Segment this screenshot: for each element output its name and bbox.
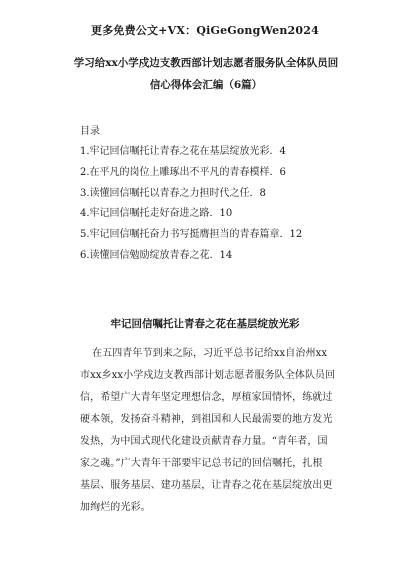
document-title-line-2: 信心得体会汇编（6篇）	[149, 79, 263, 91]
toc-item[interactable]: 1.牢记回信嘱托让青春之花在基层绽放光彩．4	[80, 146, 286, 157]
body-text-line: 加绚烂的光彩。	[80, 502, 151, 513]
toc-item[interactable]: 3.读懂回信嘱托以青春之力担时代之任．8	[80, 187, 266, 199]
body-text-line: 市xx乡xx小学戍边支教西部计划志愿者服务队全体队员回	[80, 370, 336, 381]
body-text-line: 家之魂。”广大青年干部要牢记总书记的回信嘱托，扎根	[80, 458, 323, 469]
body-text-line: 信，希望广大青年坚定理想信念，厚植家国情怀，练就过	[80, 392, 333, 403]
toc-item[interactable]: 4.牢记回信嘱托走好奋进之路．10	[80, 208, 233, 220]
table-of-contents	[80, 145, 302, 270]
toc-heading: 目录	[80, 126, 100, 137]
document-title-line-1: 学习给xx小学戍边支教西部计划志愿者服务队全体队员回	[73, 57, 339, 69]
watermark-header: 更多免费公文+VX：QiGeGongWen2024	[91, 24, 319, 37]
toc-item[interactable]: 5.牢记回信嘱托奋力书写挺膺担当的青春篇章．12	[80, 229, 303, 241]
body-text-line: 在五四青年节到来之际，习近平总书记给xx自治州xx	[92, 348, 328, 359]
toc-item[interactable]: 6.读懂回信勉励绽放青春之花．14	[80, 249, 233, 261]
toc-item[interactable]: 2.在平凡的岗位上雕琢出不平凡的青春模样．6	[80, 166, 286, 178]
body-text-line: 发热，为中国式现代化建设贡献青春力量。“青年者，国	[80, 436, 328, 447]
body-text-line: 硬本领，发扬奋斗精神，到祖国和人民最需要的地方发光	[80, 414, 333, 425]
body-text-line: 基层、服务基层、建功基层，让青春之花在基层绽放出更	[80, 480, 333, 491]
section-title: 牢记回信嘱托让青春之花在基层绽放光彩	[110, 318, 300, 330]
